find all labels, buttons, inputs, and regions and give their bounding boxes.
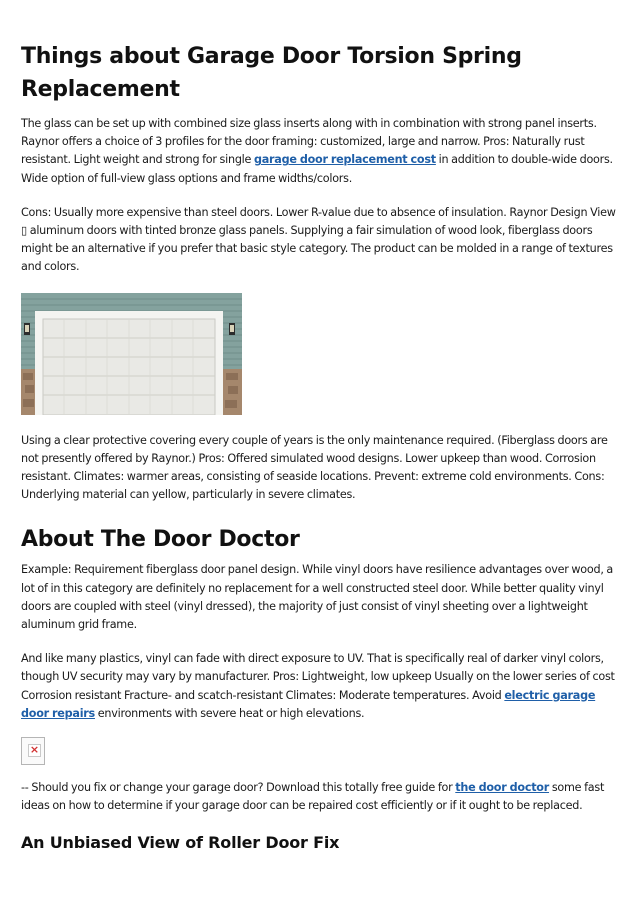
- paragraph-4: Example: Requirement fiberglass door panel design. While vinyl doors have resilience advantages over wood, a lot of in this category are definitely no replacement for a well constructed steel door. While better quality vinyl doors are coupled with steel (vinyl dressed), the majority of just consist of vinyl sheeting over a lightweight aluminum grid frame.: [21, 563, 614, 632]
- paragraph-5-text-b: environments with severe heat or high elevations.: [94, 706, 365, 720]
- section-heading-about-the-door-doctor: About The Door Doctor: [21, 527, 300, 553]
- paragraph-5-text-a: And like many plastics, vinyl can fade with direct exposure to UV. That is specifically real of darker vinyl colors, though UV security may vary by manufacturer. Pros: Lightweight, low upkeep Usually on the lower series of cost Corrosion resistant Fracture- and scatch-resistant Climates: Moderate temperatures. Avoid: [21, 652, 615, 702]
- paragraph-1-text-b: in addition to double-wide doors. Wide option of full-view glass options and frame widths/colors.: [21, 153, 613, 185]
- garage-door-photo: [21, 293, 242, 415]
- the-door-doctor-link[interactable]: the door doctor: [455, 781, 550, 795]
- paragraph-1-text-a: The glass can be set up with combined size glass inserts along with in combination with strong panel inserts. Raynor offers a choice of 3 profiles for the door framing: customized, large and narrow. Pros: Naturally rust resistant. Light weight and strong for single: [21, 117, 597, 167]
- article: [21, 40, 621, 854]
- paragraph-3: Using a clear protective covering every couple of years is the only maintenance required. (Fiberglass doors are not presently offered by Raynor.) Pros: Offered simulated wood designs. Lower upkeep than wood. Corrosion resistant. Climates: warmer areas, consisting of seaside locations. Prevent: extreme cold environments. Cons: Underlying material can yellow, particularly in severe climates.: [21, 433, 608, 502]
- article-title: Things about Garage Door Torsion Spring Replacement: [21, 44, 522, 102]
- paragraph-6-text-b: some fast ideas on how to determine if your garage door can be repaired cost efficiently or if it ought to be replaced.: [21, 781, 605, 813]
- paragraph-5: [21, 650, 621, 723]
- garage-door-replacement-cost-link[interactable]: garage door replacement cost: [253, 153, 436, 167]
- paragraph-2: Cons: Usually more expensive than steel doors. Lower R-value due to absence of insulation. Raynor Design View ▯ aluminum doors with tinted bronze glass panels. Supplying a fair simulation of wood look, fiberglass doors might be an alternative if you prefer that basic style category. The product can be molded in a range of textures and colors.: [21, 205, 616, 274]
- broken-image-x-icon: ×: [29, 743, 40, 757]
- paragraph-1: [21, 115, 621, 188]
- section-heading-roller-door-fix: An Unbiased View of Roller Door Fix: [21, 833, 340, 853]
- paragraph-6: [21, 779, 621, 815]
- paragraph-6-text-a: -- Should you fix or change your garage door? Download this totally free guide for: [21, 781, 456, 795]
- electric-garage-door-repairs-link[interactable]: electric garage door repairs: [21, 688, 596, 720]
- broken-image-icon: [21, 737, 45, 765]
